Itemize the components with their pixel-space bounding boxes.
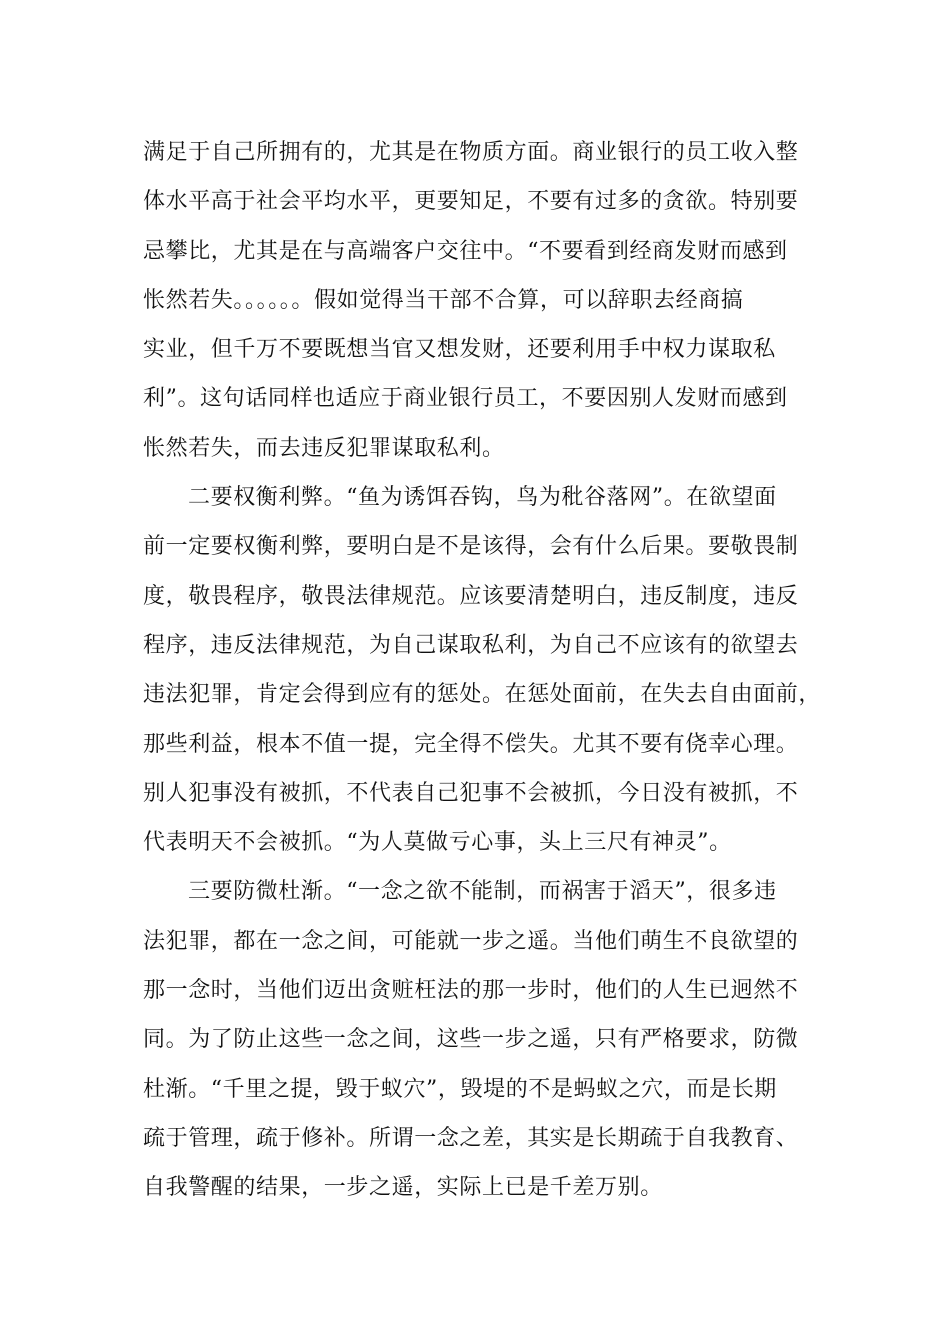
- text-line: 疏于管理，疏于修补。所谓一念之差，其实是长期疏于自我教育、: [143, 1125, 799, 1151]
- text-line: 实业，但千万不要既想当官又想发财，还要利用手中权力谋取私: [143, 337, 776, 363]
- text-line: 同。为了防止这些一念之间，这些一步之遥，只有严格要求，防微: [143, 1027, 799, 1053]
- document-body: [143, 128, 833, 1213]
- text-line: 代表明天不会被抓。“为人莫做亏心事，头上三尺有神灵”。: [143, 830, 732, 856]
- paragraph-1: [143, 128, 833, 473]
- text-line: 违法犯罪，肯定会得到应有的惩处。在惩处面前，在失去自由面前，: [143, 682, 822, 708]
- text-line: 那些利益，根本不值一提，完全得不偿失。尤其不要有侥幸心理。: [143, 731, 799, 757]
- text-line: 三要防微杜渐。“一念之欲不能制，而祸害于滔天”，很多违: [188, 879, 777, 905]
- text-line: 二要权衡利弊。“鱼为诱饵吞钩，鸟为秕谷落网”。在欲望面: [188, 485, 777, 511]
- text-line: 程序，违反法律规范，为自己谋取私利，为自己不应该有的欲望去: [143, 632, 799, 658]
- text-line: 杜渐。“千里之提，毁于蚁穴”，毁堤的不是蚂蚁之穴，而是长期: [143, 1076, 777, 1102]
- text-line: 那一念时，当他们迈出贪赃枉法的那一步时，他们的人生已迥然不: [143, 978, 799, 1004]
- text-line: 忌攀比，尤其是在与高端客户交往中。“不要看到经商发财而感到: [143, 238, 788, 264]
- paragraph-2: [143, 473, 833, 867]
- text-line: 怅然若失，而去违反犯罪谋取私利。: [143, 435, 505, 461]
- paragraph-3: [143, 867, 833, 1212]
- text-line: 怅然若失。。。。。。假如觉得当干部不合算，可以辞职去经商搞: [143, 287, 744, 313]
- text-line: 满足于自己所拥有的，尤其是在物质方面。商业银行的员工收入整: [143, 140, 799, 165]
- text-line: 别人犯事没有被抓，不代表自己犯事不会被抓，今日没有被抓，不: [143, 780, 799, 806]
- text-line: 法犯罪，都在一念之间，可能就一步之遥。当他们萌生不良欲望的: [143, 928, 799, 954]
- text-line: 前一定要权衡利弊，要明白是不是该得，会有什么后果。要敬畏制: [143, 534, 799, 560]
- text-line: 度，敬畏程序，敬畏法律规范。应该要清楚明白，违反制度，违反: [143, 583, 799, 609]
- text-line: 自我警醒的结果，一步之遥，实际上已是千差万别。: [143, 1175, 663, 1201]
- text-line: 利”。这句话同样也适应于商业银行员工，不要因别人发财而感到: [143, 386, 788, 412]
- text-line: 体水平高于社会平均水平，更要知足，不要有过多的贪欲。特别要: [143, 189, 799, 215]
